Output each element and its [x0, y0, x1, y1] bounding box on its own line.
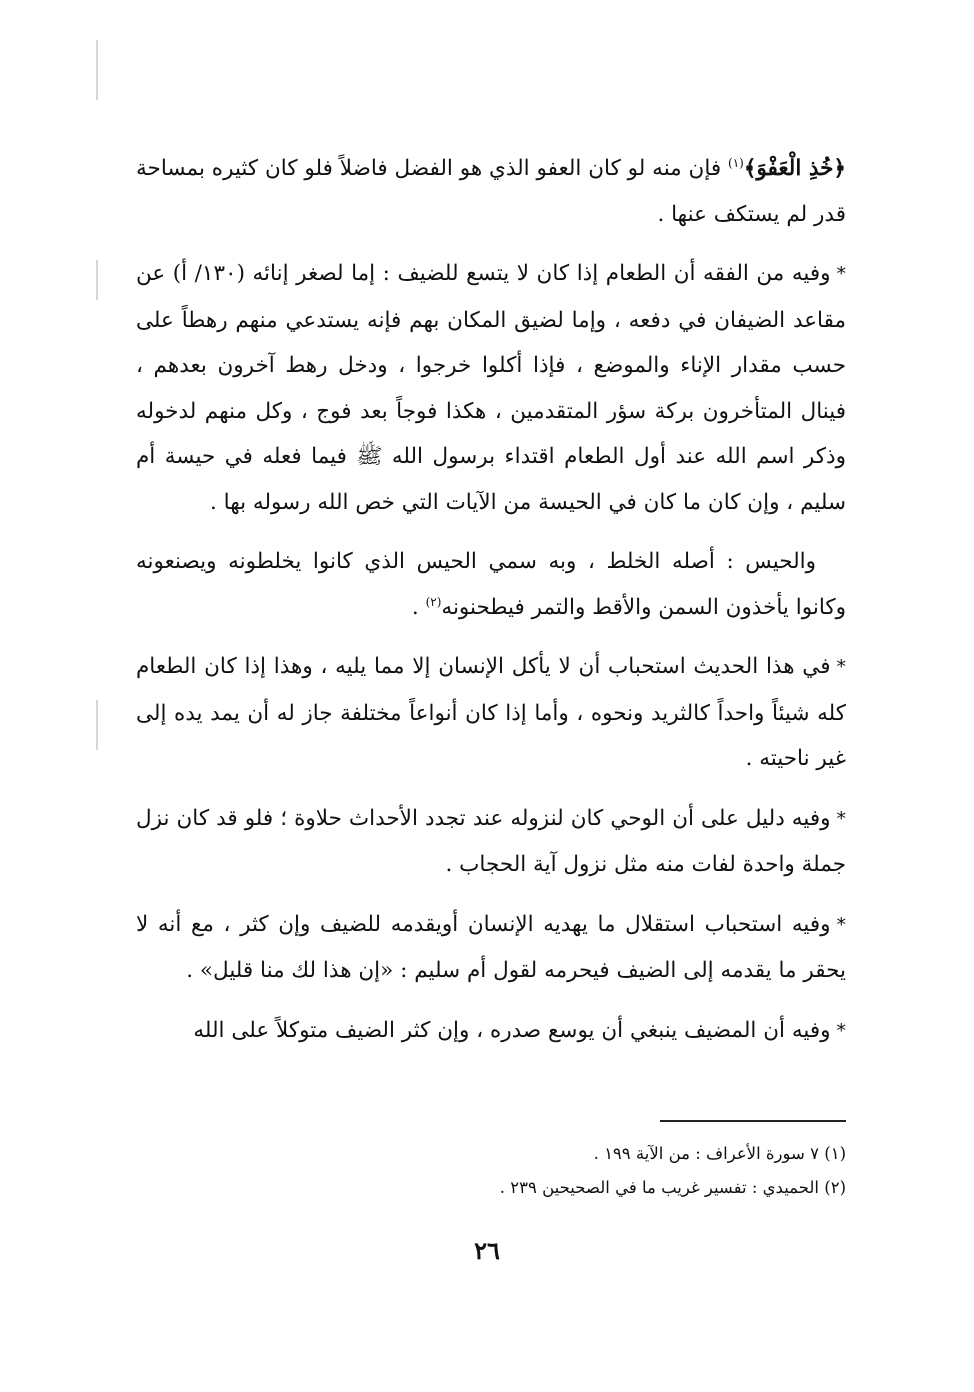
- scan-artifact: [96, 260, 98, 300]
- paragraph-text: وفيه من الفقه أن الطعام إذا كان لا يتسع للضيف : إما لصغر إنائه (١٣٠/ أ) عن مقاعد الضيفان في دفعه ، وإما لضيق المكان بهم فإنه يستدعي منهم رهطاً على حسب مقدار الإناء والموضع ، فإذا أكلوا خرجوا ، ودخل رهط آخرون بعدهم ، فينال المتأخرون بركة سؤر المتقدمين ، هكذا فوجاً بعد فوج ، وكل منهم لدخوله وذكر اسم الله عند أول الطعام اقتداء برسول الله ﷺ فيما فعله في حيسة أم سليم ، وإن كان ما كان في الحيسة من الآيات التي خص الله رسوله بها .: [136, 261, 846, 515]
- footnote-ref: (١): [728, 155, 744, 170]
- footnote-number: (٢): [824, 1178, 846, 1197]
- footnote-text: الحميدي : تفسير غريب ما في الصحيحين ٢٣٩ .: [499, 1178, 819, 1197]
- paragraph-tail: .: [411, 594, 426, 620]
- footnote-divider: [660, 1120, 846, 1122]
- asterisk-bullet-icon: *: [836, 807, 846, 830]
- paragraph-4: [136, 644, 846, 782]
- asterisk-bullet-icon: *: [836, 913, 846, 936]
- footnote-1: [300, 1137, 846, 1171]
- asterisk-bullet-icon: *: [836, 263, 847, 285]
- paragraph-text: في هذا الحديث استحباب أن لا يأكل الإنسان إلا مما يليه ، وهذا إذا كان الطعام كله شيئاً واحداً كالثريد ونحوه ، وأما إذا كان أنواعاً مختلفة جاز له أن يمد يده إلى غير ناحيته .: [136, 654, 846, 771]
- footnotes: [300, 1137, 846, 1205]
- quran-verse: ﴿خُذِ الْعَفْوَ﴾: [743, 156, 846, 181]
- paragraph-5: [136, 796, 846, 888]
- asterisk-bullet-icon: *: [836, 1019, 846, 1042]
- paragraph-text: وفيه أن المضيف ينبغي أن يوسع صدره ، وإن كثر الضيف متوكلاً على الله: [193, 1017, 831, 1043]
- footnote-text: ٧ سورة الأعراف : من الآية ١٩٩ .: [593, 1144, 819, 1163]
- footnote-2: [300, 1171, 846, 1205]
- body-text: [136, 146, 846, 1068]
- paragraph-text: فإن منه لو كان العفو الذي هو الفضل فاضلاً فلو كان كثيره بمساحة قدر لم يستكف عنها .: [136, 156, 846, 227]
- paragraph-text: وفيه استحباب استقلال ما يهديه الإنسان أويقدمه للضيف وإن كثر ، مع أنه لا يحقر ما يقدمه إلى الضيف فيحرمه لقول أم سليم : «إن هذا لك منا قليل» .: [136, 911, 846, 983]
- asterisk-bullet-icon: *: [836, 656, 846, 678]
- paragraph-1: [136, 146, 846, 237]
- footnote-ref: (٢): [425, 594, 442, 609]
- paragraph-7: [136, 1008, 846, 1055]
- scan-artifact: [96, 700, 98, 750]
- paragraph-3: [136, 539, 846, 630]
- paragraph-text: وفيه دليل على أن الوحي كان لنزوله عند تجدد الأحداث حلاوة ؛ فلو قد كان نزل جملة واحدة لفات منه مثل نزول آية الحجاب .: [136, 805, 846, 877]
- page-number: ٢٦: [474, 1236, 500, 1265]
- paragraph-6: [136, 902, 846, 994]
- paragraph-text: والحيس : أصله الخلط ، وبه سمي الحيس الذي كانوا يخلطونه ويصنعونه وكانوا يأخذون السمن والأقط والتمر فيطحنونه: [136, 549, 846, 620]
- footnote-number: (١): [824, 1144, 846, 1163]
- scan-artifact: [96, 40, 98, 100]
- paragraph-2: [136, 251, 846, 525]
